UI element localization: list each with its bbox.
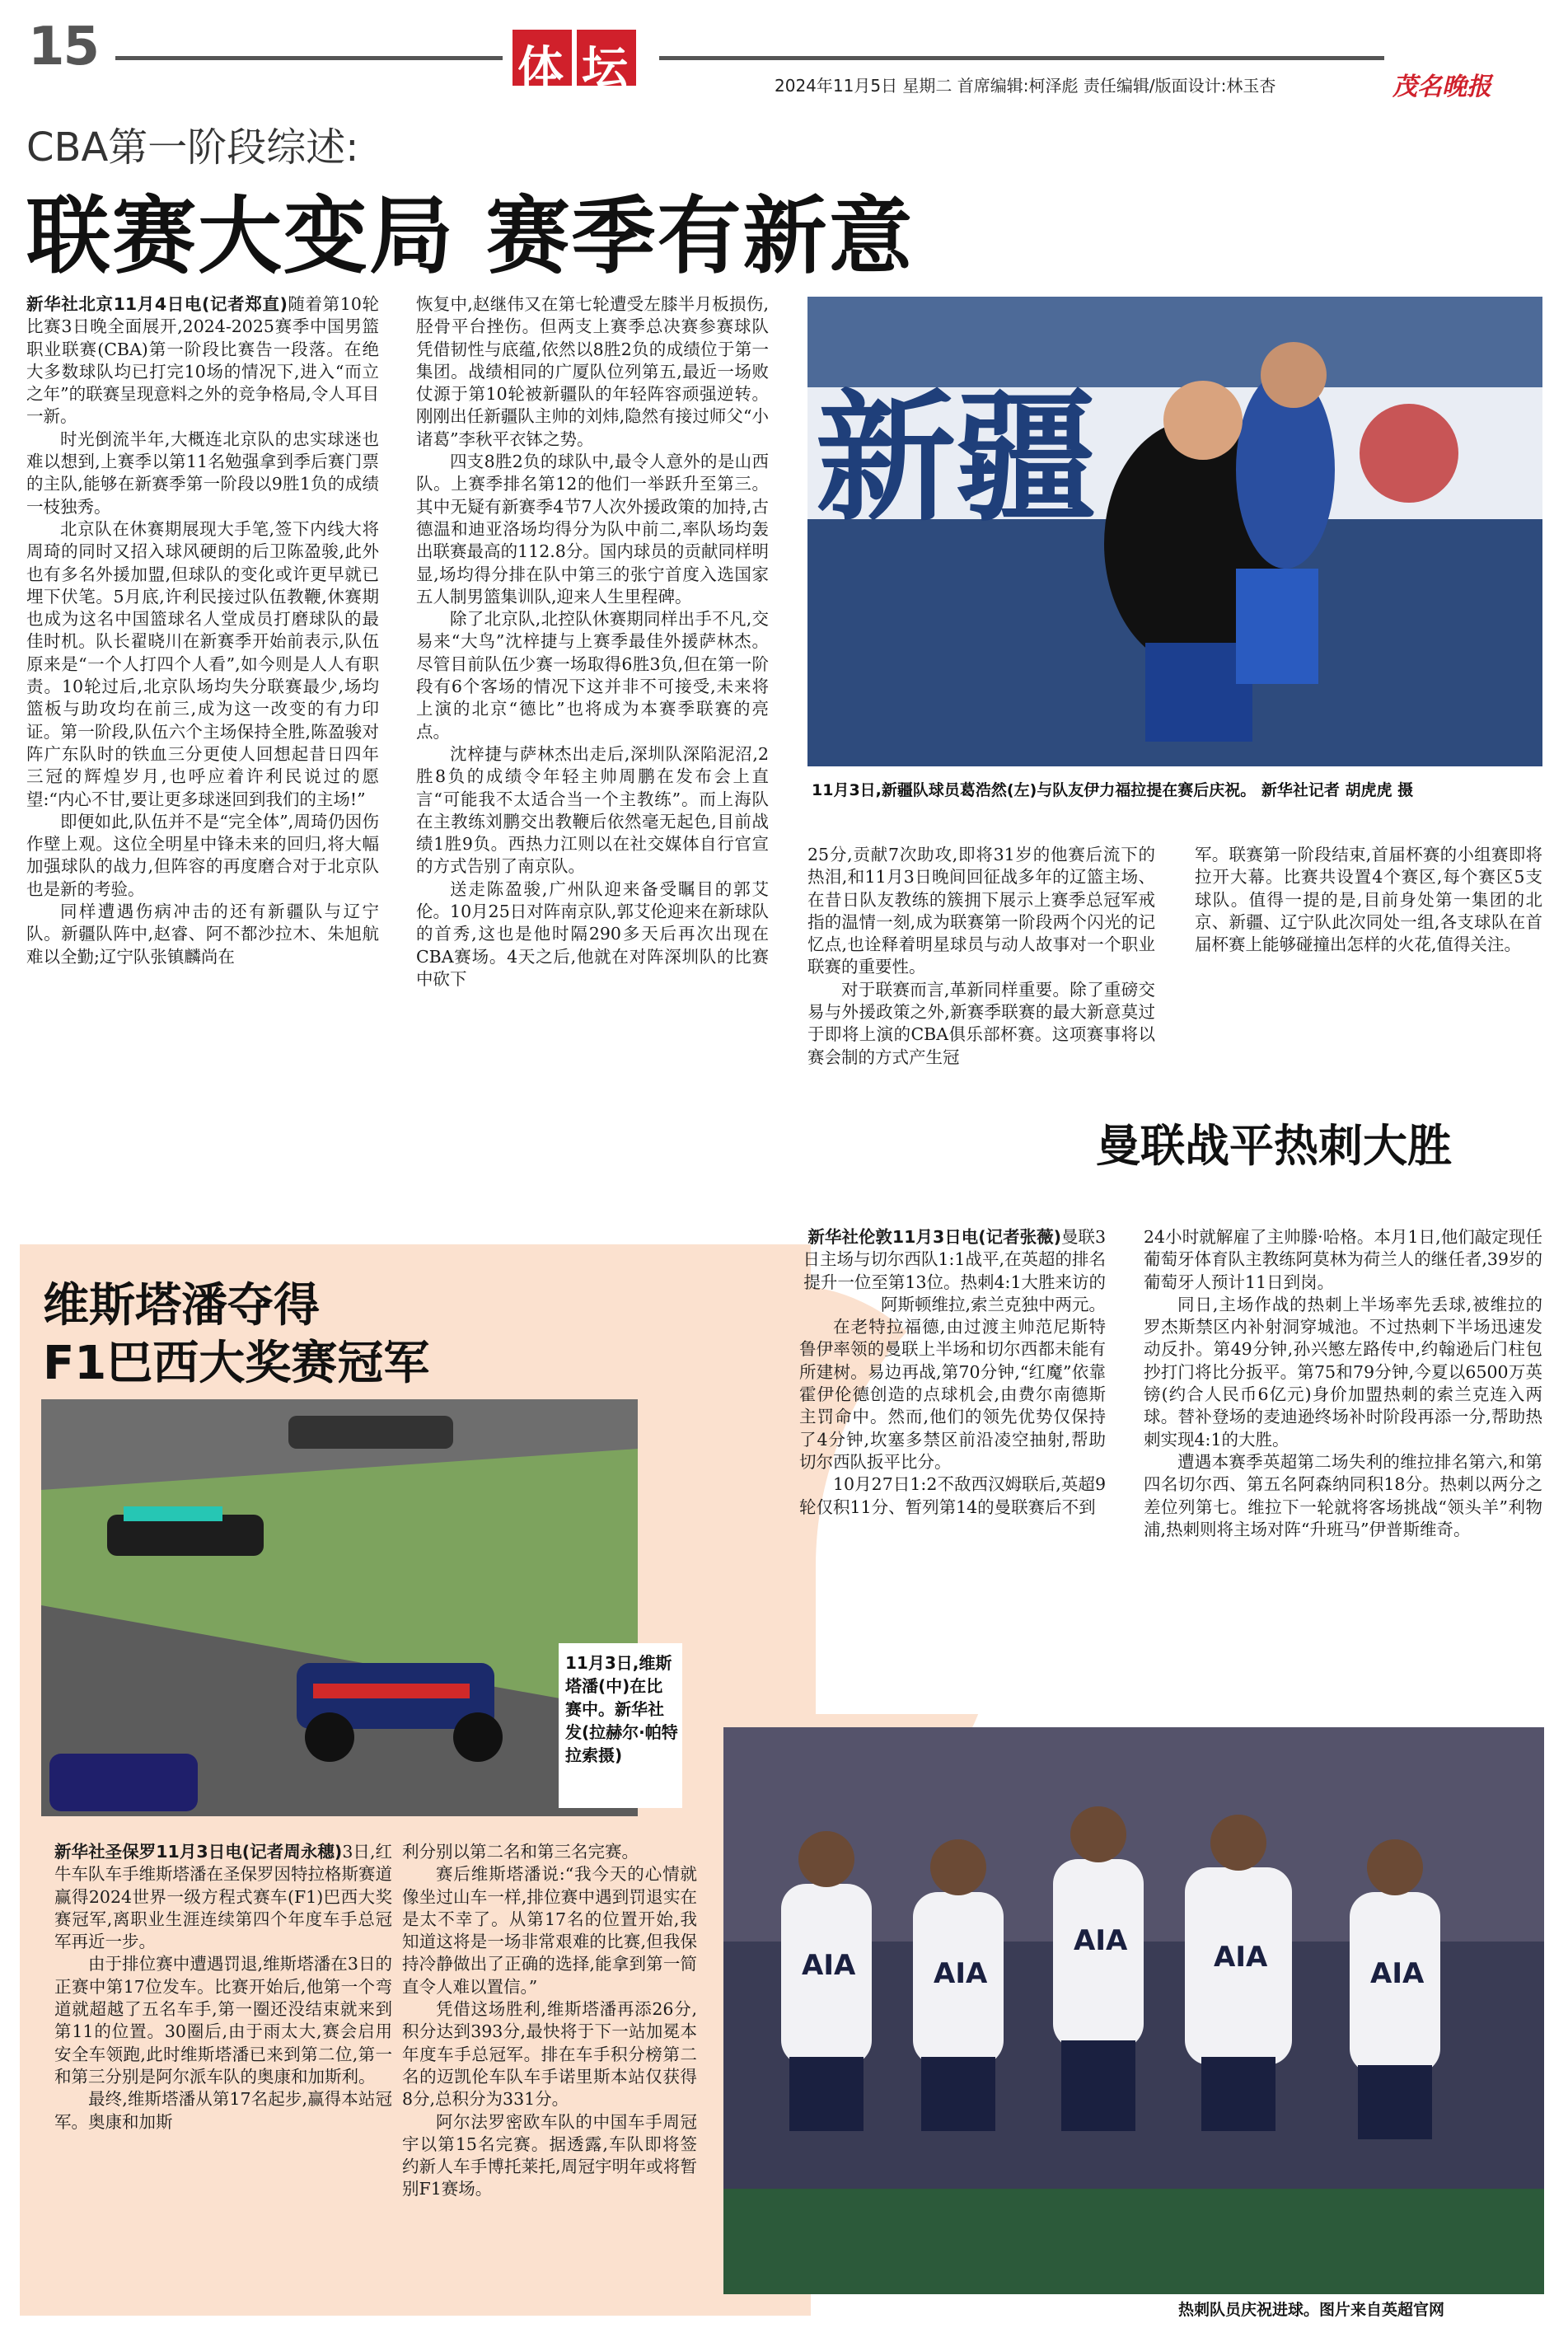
cba-headline: 联赛大变局 赛季有新意: [26, 188, 915, 286]
epl-col2-p1: 24小时就解雇了主帅滕·哈格。本月1日,他们敲定现任葡萄牙体育队主教练阿莫林为荷兰人的继任者,39岁的葡萄牙人预计11日到岗。: [1144, 1227, 1542, 1292]
cba-byline: 新华社北京11月4日电(记者郑直): [26, 294, 288, 314]
dateline: 2024年11月5日 星期二 首席编辑:柯泽彪 责任编辑/版面设计:林玉杏: [775, 76, 1276, 96]
f1-photo-caption: 11月3日,维斯塔潘(中)在比赛中。新华社发(拉赫尔·帕特拉索摄): [565, 1653, 678, 1765]
page-number: 15: [28, 16, 99, 77]
cba-photo-illustration: [807, 297, 1542, 766]
f1-photo-illustration: [41, 1399, 638, 1816]
f1-headline-line1: 维斯塔潘夺得: [43, 1279, 320, 1333]
masthead-logo: 茂名晚报: [1392, 73, 1491, 101]
cba-col3-p1: 25分,贡献7次助攻,即将31岁的他赛后流下的热泪,和11月3日晚间回征战多年的辽篮主场、在昔日队友教练的簇拥下展示上赛季总冠军戒指的温情一刻,成为联赛第一阶段两个闪光的记忆点,也诠释着明星球员与动人故事对一个职业联赛的重要性。: [807, 845, 1155, 977]
f1-col1-p2: 由于排位赛中遭遇罚退,维斯塔潘在3日的正赛中第17位发车。比赛开始后,他第一个弯道就超越了五名车手,第一圈还没结束就来到第11的位置。30圈后,由于雨太大,赛会启用安全车领跑,此时维斯塔潘已来到第二位,第一和第三分别是阿尔派车队的奥康和加斯利。: [54, 1954, 392, 2087]
epl-headline: 曼联战平热刺大胜: [1096, 1120, 1452, 1172]
f1-col1-p1: 3日,红牛车队车手维斯塔潘在圣保罗因特拉格斯赛道赢得2024世界一级方程式赛车(F1)巴西大奖赛冠军,离职业生涯连续第四个年度车手总冠军再近一步。: [54, 1842, 392, 1952]
cba-col2-p1: 恢复中,赵继伟又在第七轮遭受左膝半月板损伤,胫骨平台挫伤。但两支上赛季总决赛参赛球队凭借韧性与底蕴,依然以8胜2负的成绩位于第一集团。战绩相同的广厦队位列第五,最近一场败仗源于第10轮被新疆队的年轻阵容顽强逆转。刚刚出任新疆队主帅的刘炜,隐然有接过师父“小诸葛”李秋平衣钵之势。: [416, 294, 769, 449]
shirt-text-3: AIA: [1074, 1924, 1128, 1957]
cba-col2-p5: 送走陈盈骏,广州队迎来备受瞩目的郭艾伦。10月25日对阵南京队,郭艾伦迎来在新球队的首秀,这也是他时隔290多天后再次出现在CBA赛场。4天之后,他就在对阵深圳队的比赛中砍下: [416, 878, 769, 989]
epl-photo-caption: 热刺队员庆祝进球。图片来自英超官网: [1178, 2301, 1445, 2319]
epl-col2-p2: 同日,主场作战的热刺上半场率先丢球,被维拉的罗杰斯禁区内补射洞穿城池。不过热刺下半场迅速发动反扑。第49分钟,孙兴慜左路传中,约翰逊后门柱包抄打门将比分扳平。第75和79分钟,今夏以6500万英镑(约合人民币6亿元)身价加盟热刺的索兰克连入两球。替补登场的麦迪逊终场补时阶段再添一分,帮助热刺实现4:1的大胜。: [1144, 1294, 1542, 1450]
cba-col2-p2: 四支8胜2负的球队中,最令人意外的是山西队。上赛季排名第12的他们一举跃升至第三。其中无疑有新赛季4节7人次外援政策的加持,古德温和迪亚洛场均得分为队中前二,率队场均轰出联赛最高的112.8分。国内球员的贡献同样明显,场均得分排在队中第三的张宁首度入选国家五人制男篮集训队,迎来人生里程碑。: [416, 452, 769, 607]
f1-col1-p3: 最终,维斯塔潘从第17名起步,赢得本站冠军。奥康和加斯: [54, 2089, 392, 2132]
cba-column-3: [807, 844, 1155, 1243]
shirt-text-1: AIA: [802, 1949, 856, 1982]
cba-column-4: [1195, 844, 1542, 1000]
cba-col1-p3: 北京队在休赛期展现大手笔,签下内线大将周琦的同时又招入球风硬朗的后卫陈盈骏,此外也有多名外援加盟,但球队的变化或许更早就已埋下伏笔。5月底,许利民接过队伍教鞭,休赛期也成为这名中国篮球名人堂成员打磨球队的最佳时机。队长翟晓川在新赛季开始前表示,队伍原来是“一个人打四个人看”,如今则是人人有职责。10轮过后,北京队场均失分联赛最少,场均篮板与助攻均在前三,成为这一改变的有力印证。第一阶段,队伍六个主场保持全胜,陈盈骏对阵广东队时的铁血三分更使人回想起昔日四年三冠的辉煌岁月,也呼应着许利民说过的愿望:“内心不甘,要让更多球迷回到我们的主场!”: [26, 518, 379, 809]
shirt-text-5: AIA: [1370, 1957, 1425, 1990]
f1-col2-p2: 赛后维斯塔潘说:“我今天的心情就像坐过山车一样,排位赛中遇到罚退实在是太不幸了。从第17名的位置开始,我知道这将是一场非常艰难的比赛,但我保持冷静做出了正确的选择,能拿到第一简直令人难以置信。”: [402, 1864, 697, 1997]
f1-headline-line2: F1巴西大奖赛冠军: [43, 1337, 430, 1390]
cba-photo-caption: 11月3日,新疆队球员葛浩然(左)与队友伊力福拉提在赛后庆祝。 新华社记者 胡虎虎 摄: [812, 781, 1414, 799]
shirt-text-4: AIA: [1214, 1941, 1268, 1974]
cba-photo: [807, 297, 1542, 766]
cba-kicker: CBA第一阶段综述:: [26, 124, 359, 171]
cba-col3-p2: 对于联赛而言,革新同样重要。除了重磅交易与外援政策之外,新赛季联赛的最大新意莫过于即将上演的CBA俱乐部杯赛。这项赛事将以赛会制的方式产生冠: [807, 979, 1155, 1067]
cba-photo-banner-text: 新疆: [816, 377, 1097, 541]
epl-column-1: [799, 1226, 1106, 1688]
cba-col1-p2: 时光倒流半年,大概连北京队的忠实球迷也难以想到,上赛季以第11名勉强拿到季后赛门票的主队,能够在新赛季第一阶段以9胜1负的成绩一枝独秀。: [26, 429, 379, 517]
f1-photo: [41, 1399, 638, 1816]
cba-col2-p4: 沈梓捷与萨林杰出走后,深圳队深陷泥沼,2胜8负的成绩令年轻主帅周鹏在发布会上直言“可能我不太适合当一个主教练”。而上海队在主教练刘鹏交出教鞭后依然毫无起色,目前战绩1胜9负。西热力江则以在社交媒体自行官宣的方式告别了南京队。: [416, 743, 769, 877]
cba-col1-p5: 同样遭遇伤病冲击的还有新疆队与辽宁队。新疆队阵中,赵睿、阿不都沙拉木、朱旭航难以全勤;辽宁队张镇麟尚在: [26, 902, 379, 967]
epl-byline: 新华社伦敦11月3日电(记者张薇): [807, 1227, 1061, 1247]
epl-col2-p3: 遭遇本赛季英超第二场失利的维拉排名第六,和第四名切尔西、第五名阿森纳同积18分。热刺以两分之差位列第七。维拉下一轮就将客场挑战“领头羊”利物浦,热刺则将主场对阵“升班马”伊普斯维奇。: [1144, 1451, 1542, 1539]
epl-photo-illustration: [723, 1727, 1544, 2294]
shirt-text-2: AIA: [934, 1957, 988, 1990]
cba-col1-p4: 即便如此,队伍并不是“完全体”,周琦仍因伤作壁上观。这位全明星中锋未来的回归,将大幅加强球队的战力,但阵容的再度磨合对于北京队也是新的考验。: [26, 811, 379, 899]
cba-col4-p1: 军。联赛第一阶段结束,首届杯赛的小组赛即将拉开大幕。比赛共设置4个赛区,每个赛区5支球队。值得一提的是,目前身处第一集团的北京、新疆、辽宁队此次同处一组,各支球队在首届杯赛上能够碰撞出怎样的火花,值得关注。: [1195, 845, 1542, 955]
cba-col1-p1: 随着第10轮比赛3日晚全面展开,2024-2025赛季中国男篮职业联赛(CBA)第一阶段比赛告一段落。在绝大多数球队均已打完10场的情况下,进入“而立之年”的联赛呈现意料之外的竞争格局,令人耳目一新。: [26, 294, 379, 427]
epl-column-2: [1144, 1226, 1542, 1688]
epl-photo: [723, 1727, 1544, 2294]
f1-byline: 新华社圣保罗11月3日电(记者周永穗): [54, 1842, 343, 1862]
f1-col2-p4: 阿尔法罗密欧车队的中国车手周冠宇以第15名完赛。据透露,车队即将签约新人车手博托莱托,周冠宇明年或将暂别F1赛场。: [402, 2111, 697, 2199]
cba-col2-p3: 除了北京队,北控队休赛期同样出手不凡,交易来“大鸟”沈梓捷与上赛季最佳外援萨林杰。尽管目前队伍少赛一场取得6胜3负,但在第一阶段有6个客场的情况下这并非不可接受,未来将上演的北京“德比”也将成为本赛季联赛的亮点。: [416, 609, 769, 742]
section-flag: [513, 30, 644, 96]
f1-column-1: [54, 1841, 392, 2311]
header-rule-right: [659, 56, 1384, 60]
cba-column-1: [26, 293, 379, 1223]
cba-column-2: [416, 293, 769, 1223]
epl-col1-p1: 曼联3日主场与切尔西队1:1战平,在英超的排名提升一位至第13位。热刺4:1大胜来访的阿斯顿维拉,索兰克独中两元。: [803, 1227, 1106, 1314]
section-char-1: 体: [517, 42, 564, 96]
epl-col1-p3: 10月27日1:2不敌西汉姆联后,英超9轮仅积11分、暂列第14的曼联赛后不到: [799, 1474, 1106, 1517]
section-char-2: 坛: [582, 42, 628, 96]
f1-col2-p1: 利分别以第二名和第三名完赛。: [402, 1842, 639, 1862]
epl-col1-p2: 在老特拉福德,由过渡主帅范尼斯特鲁伊率领的曼联上半场和切尔西都未能有所建树。易边再战,第70分钟,“红魔”依靠霍伊伦德创造的点球机会,由费尔南德斯主罚命中。然而,他们的领先优势仅保持了4分钟,坎塞多禁区前沿凌空抽射,帮助切尔西队扳平比分。: [799, 1317, 1106, 1472]
f1-col2-p3: 凭借这场胜利,维斯塔潘再添26分,积分达到393分,最快将于下一站加冕本年度车手总冠军。排在车手积分榜第二名的迈凯伦车队车手诺里斯本站仅获得8分,总积分为331分。: [402, 1999, 697, 2110]
f1-column-2: [402, 1841, 697, 2311]
header-rule-left: [115, 56, 503, 60]
